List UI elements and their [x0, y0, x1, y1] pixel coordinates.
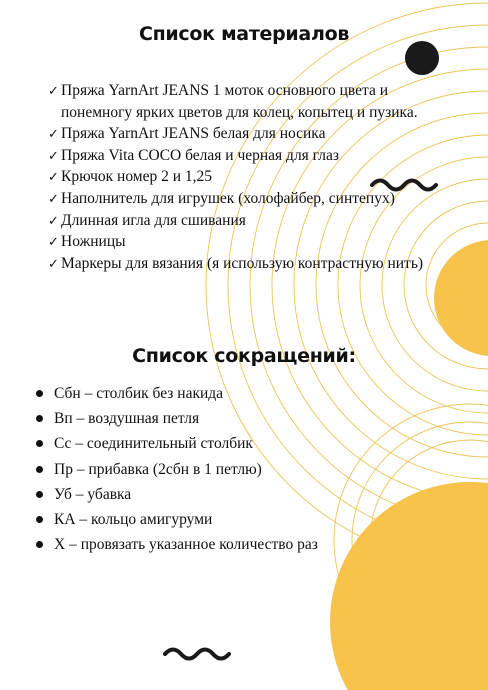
material-item-text: Пряжа Vita COCO белая и черная для глаз [61, 146, 339, 164]
bullet-icon [36, 541, 43, 548]
material-item-text: Пряжа YarnArt JEANS белая для носика [61, 125, 326, 143]
abbreviation-item [36, 457, 456, 482]
material-item-text: понемногу ярких цветов для колец, копытец и пузика. [61, 103, 418, 121]
material-item [48, 231, 458, 253]
material-item [48, 80, 458, 123]
material-item-text: Крючок номер 2 и 1,25 [61, 168, 213, 186]
abbreviation-item [36, 431, 456, 456]
abbreviation-item [36, 406, 456, 431]
abbreviation-text: Уб – убавка [54, 485, 132, 503]
material-item-text: Ножницы [61, 233, 126, 251]
bullet-icon [36, 440, 43, 447]
abbreviation-text: Х – провязать указанное количество раз [54, 536, 318, 554]
material-item [48, 123, 458, 145]
material-item [48, 145, 458, 167]
abbreviation-item [36, 507, 456, 532]
bullet-icon [36, 390, 43, 397]
material-item-text: Наполнитель для игрушек (холофайбер, синтепух) [61, 189, 395, 207]
checkmark-icon: ✓ [48, 190, 59, 206]
checkmark-icon: ✓ [48, 212, 59, 228]
zigzag-lower [165, 650, 229, 659]
material-item [48, 166, 458, 188]
abbreviation-item [36, 381, 456, 406]
bullet-icon [36, 466, 43, 473]
abbreviation-item [36, 532, 456, 557]
material-item-text: Длинная игла для сшивания [61, 211, 246, 229]
checkmark-icon: ✓ [48, 126, 59, 142]
materials-title: Список материалов [138, 23, 350, 45]
abbreviation-text: Сс – соединительный столбик [54, 435, 253, 453]
material-item-text: Маркеры для вязания (я использую контрастную нить) [61, 254, 424, 272]
checkmark-icon: ✓ [48, 83, 59, 98]
abbreviation-text: КА – кольцо амигуруми [54, 511, 213, 529]
abbreviation-item [36, 482, 456, 507]
materials-list [48, 80, 458, 274]
material-item [48, 253, 458, 275]
bullet-icon [36, 516, 43, 523]
black-dot [405, 41, 439, 75]
material-item [48, 188, 458, 210]
abbreviations-list [36, 381, 456, 557]
abbreviations-title: Список сокращений: [132, 345, 356, 367]
bullet-icon [36, 491, 43, 498]
bullet-icon [36, 415, 43, 422]
material-item [48, 210, 458, 232]
checkmark-icon: ✓ [48, 255, 59, 271]
abbreviation-text: Пр – прибавка (2сбн в 1 петлю) [54, 460, 262, 478]
checkmark-icon: ✓ [48, 147, 59, 163]
checkmark-icon: ✓ [48, 234, 59, 250]
material-item-text: Пряжа YarnArt JEANS 1 моток основного цвета и [61, 82, 389, 99]
checkmark-icon: ✓ [48, 169, 59, 185]
abbreviation-text: Сбн – столбик без накида [54, 385, 224, 402]
abbreviation-text: Вп – воздушная петля [54, 410, 200, 428]
